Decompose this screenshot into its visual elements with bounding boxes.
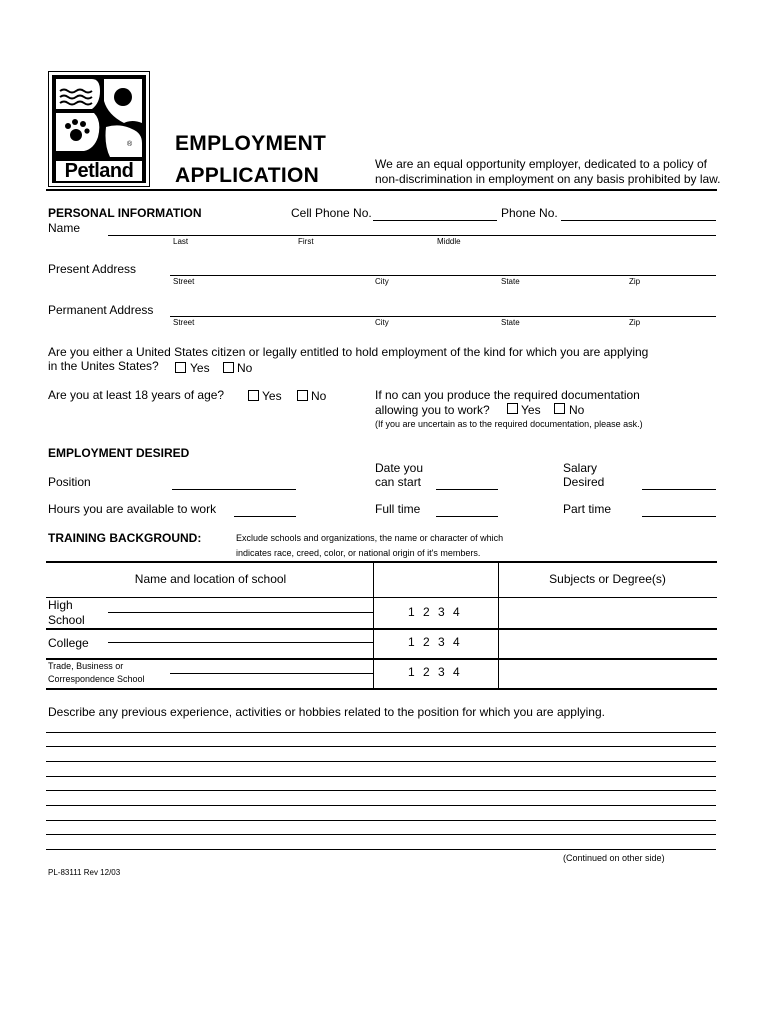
name-sub-first: First (298, 237, 314, 246)
citizen-question-line-1: Are you either a United States citizen or legally entitled to hold employment of the kind for which you are applying (48, 345, 649, 359)
start-date-label-line-1: Date you (375, 461, 424, 475)
training-background-heading: TRAINING BACKGROUND: (48, 531, 202, 545)
experience-line[interactable] (46, 746, 716, 747)
row-label-line-1: Trade, Business or (48, 661, 124, 671)
start-date-field[interactable] (436, 489, 498, 490)
table-header-rule (46, 597, 717, 598)
permanent-sub-state: State (501, 318, 520, 327)
permanent-sub-city: City (375, 318, 389, 327)
name-field[interactable] (108, 235, 716, 236)
training-note-line-2: indicates race, creed, color, or national origin of it's members. (236, 548, 481, 558)
experience-prompt: Describe any previous experience, activities or hobbies related to the position for which you are applying. (48, 705, 605, 719)
row-label-line-2: School (48, 613, 85, 627)
documentation-question-line-2: allowing you to work? (375, 403, 490, 417)
logo-brand-text: Petland (64, 160, 134, 182)
name-sub-last: Last (173, 237, 189, 246)
petland-logo (48, 71, 150, 187)
experience-line[interactable] (46, 849, 716, 850)
present-sub-street: Street (173, 277, 195, 286)
age-no-checkbox[interactable] (297, 390, 308, 401)
permanent-address-field[interactable] (170, 316, 716, 317)
training-note-line-1: Exclude schools and organizations, the name or character of which (236, 533, 504, 543)
row-label-line-2: Correspondence School (48, 674, 145, 684)
age-no-label: No (311, 389, 327, 403)
documentation-no-checkbox[interactable] (554, 403, 565, 414)
full-time-label: Full time (375, 502, 421, 516)
position-field[interactable] (172, 489, 296, 490)
cell-phone-label: Cell Phone No. (291, 206, 372, 220)
salary-field[interactable] (642, 489, 716, 490)
present-sub-city: City (375, 277, 389, 286)
position-label: Position (48, 475, 91, 489)
eeo-statement-line-1: We are an equal opportunity employer, dedicated to a policy of (375, 157, 707, 171)
continued-note: (Continued on other side) (563, 853, 665, 863)
present-address-label: Present Address (48, 262, 137, 276)
experience-line[interactable] (46, 776, 716, 777)
present-sub-state: State (501, 277, 520, 286)
hours-label: Hours you are available to work (48, 502, 217, 516)
table-bottom-rule (46, 688, 717, 690)
documentation-note: (If you are uncertain as to the required documentation, please ask.) (375, 419, 643, 429)
row-label-line-1: High (48, 598, 73, 612)
experience-line[interactable] (46, 805, 716, 806)
present-address-field[interactable] (170, 275, 716, 276)
experience-line[interactable] (46, 820, 716, 821)
name-sub-middle: Middle (437, 237, 461, 246)
full-time-field[interactable] (436, 516, 498, 517)
column-header-subjects: Subjects or Degree(s) (549, 572, 666, 586)
header-rule (46, 189, 717, 191)
trade-school-subjects-field[interactable] (500, 660, 715, 687)
documentation-yes-checkbox[interactable] (507, 403, 518, 414)
experience-line[interactable] (46, 834, 716, 835)
permanent-sub-street: Street (173, 318, 195, 327)
citizen-no-label: No (237, 361, 253, 375)
age-yes-label: Yes (262, 389, 282, 403)
age-yes-checkbox[interactable] (248, 390, 259, 401)
experience-line[interactable] (46, 790, 716, 791)
salary-label-line-2: Desired (563, 475, 605, 489)
hours-field[interactable] (234, 516, 296, 517)
trade-school-name-field[interactable] (170, 673, 373, 674)
trade-school-years[interactable]: 1 2 3 4 (408, 665, 460, 679)
row-label-line-1: College (48, 636, 89, 650)
name-label: Name (48, 221, 81, 235)
experience-line[interactable] (46, 732, 716, 733)
high-school-subjects-field[interactable] (500, 599, 715, 627)
documentation-no-label: No (569, 403, 585, 417)
citizen-yes-checkbox[interactable] (175, 362, 186, 373)
citizen-no-checkbox[interactable] (223, 362, 234, 373)
title-line-2: APPLICATION (175, 164, 320, 187)
permanent-address-label: Permanent Address (48, 303, 154, 317)
documentation-yes-label: Yes (521, 403, 541, 417)
high-school-name-field[interactable] (108, 612, 373, 613)
college-name-field[interactable] (108, 642, 373, 643)
present-sub-zip: Zip (629, 277, 641, 286)
title-line-1: EMPLOYMENT (175, 132, 327, 155)
experience-line[interactable] (46, 761, 716, 762)
salary-label-line-1: Salary (563, 461, 598, 475)
citizen-question-line-2: in the Unites States? (48, 359, 159, 373)
cell-phone-field[interactable] (373, 220, 497, 221)
phone-field[interactable] (561, 220, 716, 221)
table-top-rule (46, 561, 717, 563)
college-years[interactable]: 1 2 3 4 (408, 635, 460, 649)
phone-label: Phone No. (501, 206, 558, 220)
part-time-field[interactable] (642, 516, 716, 517)
age-question: Are you at least 18 years of age? (48, 388, 225, 402)
personal-info-heading: PERSONAL INFORMATION (48, 206, 202, 220)
citizen-yes-label: Yes (190, 361, 210, 375)
logo-registered-mark: ® (127, 141, 133, 148)
part-time-label: Part time (563, 502, 612, 516)
documentation-question-line-1: If no can you produce the required documentation (375, 388, 640, 402)
form-code: PL-83111 Rev 12/03 (48, 868, 121, 877)
employment-desired-heading: EMPLOYMENT DESIRED (48, 446, 190, 460)
table-divider-1 (373, 562, 374, 689)
permanent-sub-zip: Zip (629, 318, 641, 327)
high-school-years[interactable]: 1 2 3 4 (408, 605, 460, 619)
eeo-statement-line-2: non-discrimination in employment on any basis prohibited by law. (375, 172, 721, 186)
college-subjects-field[interactable] (500, 630, 715, 657)
start-date-label-line-2: can start (375, 475, 422, 489)
column-header-school: Name and location of school (134, 572, 287, 586)
